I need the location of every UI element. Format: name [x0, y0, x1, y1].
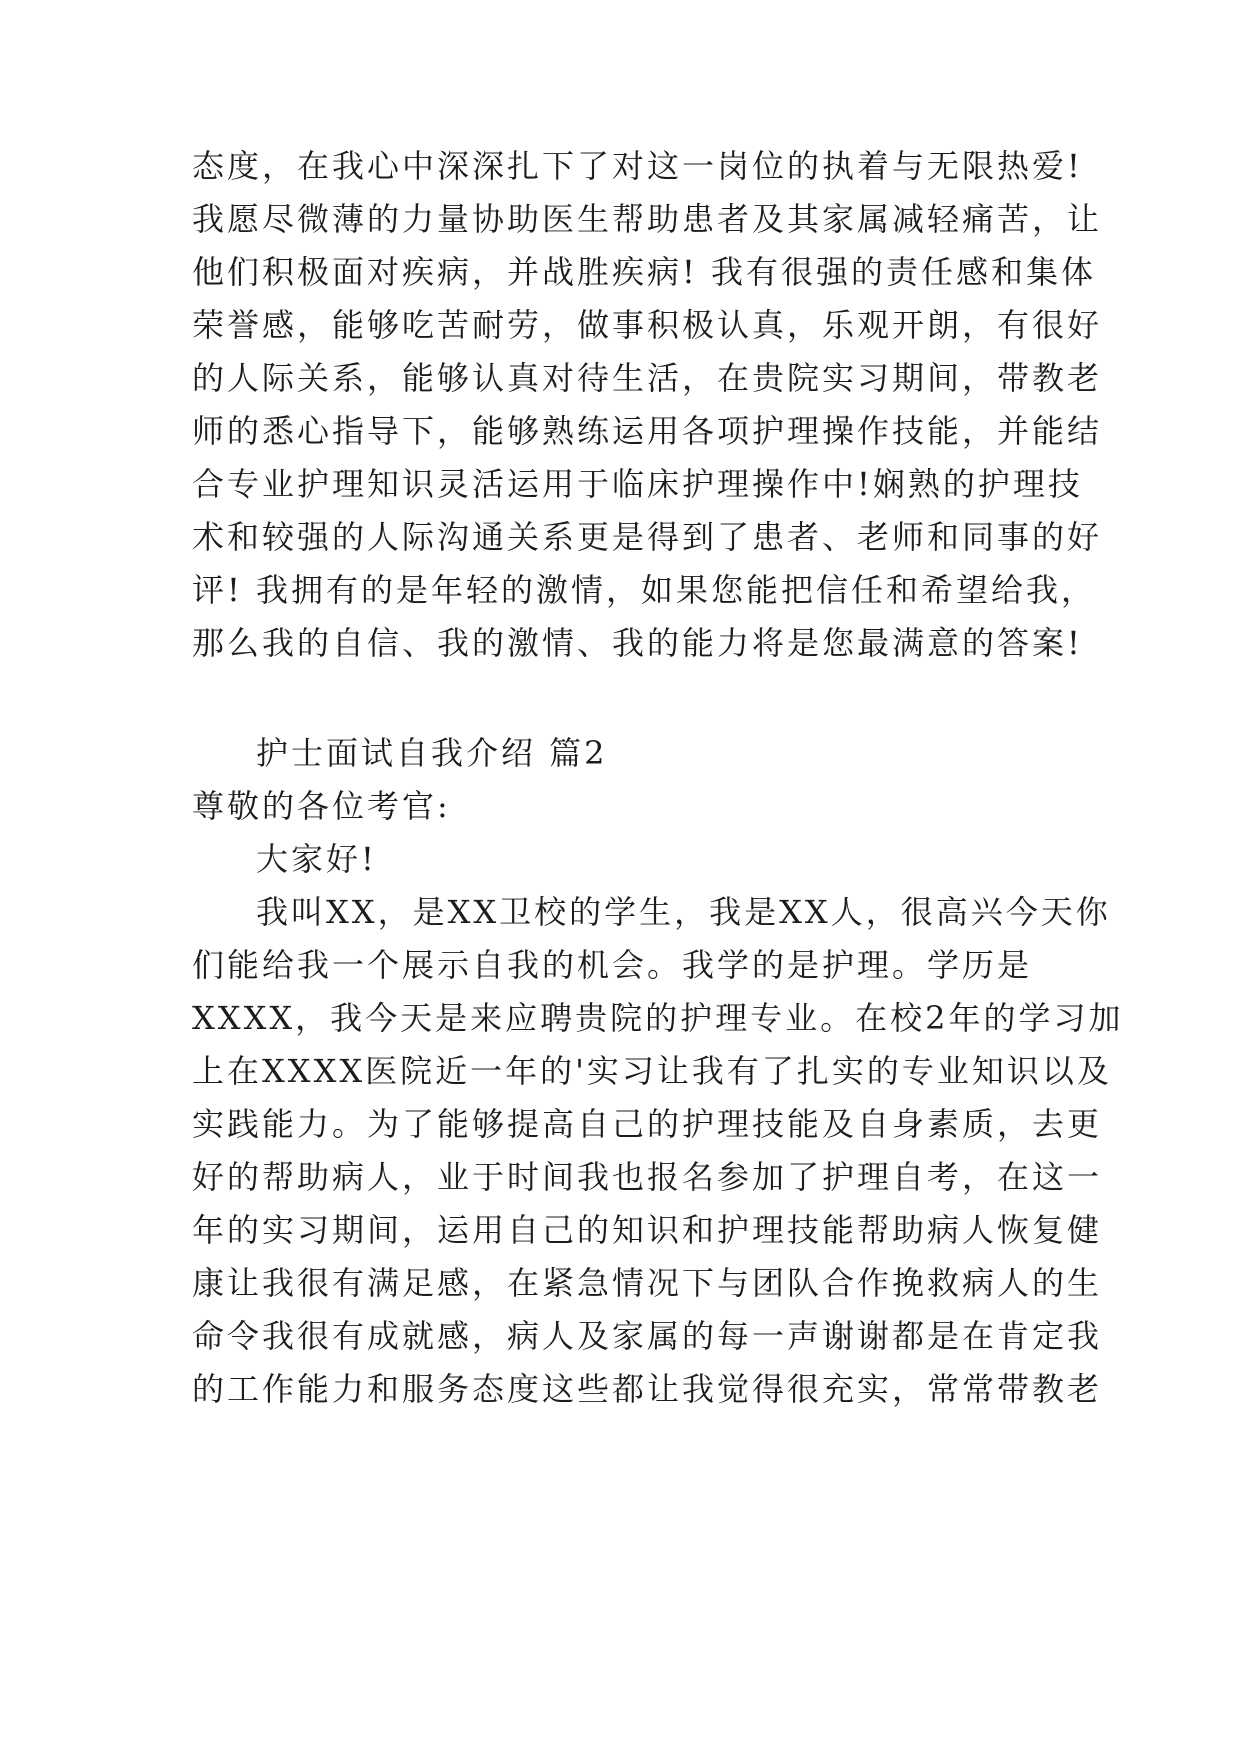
- paragraph-line: 我叫XX，是XX卫校的学生，我是XX人，很高兴今天你: [256, 893, 1111, 931]
- paragraph-line: 的工作能力和服务态度这些都让我觉得很充实，常常带教老: [192, 1370, 1103, 1408]
- paragraph-line: 我愿尽微薄的力量协助医生帮助患者及其家属减轻痛苦，让: [192, 200, 1103, 238]
- paragraph-line: 师的悉心指导下，能够熟练运用各项护理操作技能，并能结: [192, 412, 1103, 450]
- paragraph-line: XXXX，我今天是来应聘贵院的护理专业。在校2年的学习加: [192, 999, 1124, 1037]
- paragraph-line: 他们积极面对疾病，并战胜疾病! 我有很强的责任感和集体: [192, 253, 1097, 291]
- paragraph-line: 那么我的自信、我的激情、我的能力将是您最满意的答案!: [192, 624, 1083, 662]
- greeting: 大家好!: [256, 840, 377, 878]
- paragraph-line: 评! 我拥有的是年轻的激情，如果您能把信任和希望给我，: [192, 571, 1097, 609]
- paragraph-line: 们能给我一个展示自我的机会。我学的是护理。学历是: [192, 946, 1033, 984]
- paragraph-line: 好的帮助病人，业于时间我也报名参加了护理自考，在这一: [192, 1158, 1103, 1196]
- salutation: 尊敬的各位考官:: [192, 787, 451, 825]
- paragraph-line: 命令我很有成就感，病人及家属的每一声谢谢都是在肯定我: [192, 1317, 1103, 1355]
- paragraph-line: 荣誉感，能够吃苦耐劳，做事积极认真，乐观开朗，有很好: [192, 306, 1103, 344]
- paragraph-line: 合专业护理知识灵活运用于临床护理操作中!娴熟的护理技: [192, 465, 1083, 503]
- paragraph-line: 年的实习期间，运用自己的知识和护理技能帮助病人恢复健: [192, 1211, 1103, 1249]
- paragraph-line: 康让我很有满足感，在紧急情况下与团队合作挽救病人的生: [192, 1264, 1103, 1302]
- paragraph-line: 的人际关系，能够认真对待生活，在贵院实习期间，带教老: [192, 359, 1103, 397]
- paragraph-line: 态度，在我心中深深扎下了对这一岗位的执着与无限热爱!: [192, 147, 1083, 185]
- paragraph-line: 上在XXXX医院近一年的'实习让我有了扎实的专业知识以及: [192, 1052, 1112, 1090]
- paragraph-line: 实践能力。为了能够提高自己的护理技能及自身素质，去更: [192, 1105, 1103, 1143]
- paragraph-line: 术和较强的人际沟通关系更是得到了患者、老师和同事的好: [192, 518, 1103, 556]
- section-heading: 护士面试自我介绍 篇2: [256, 734, 608, 772]
